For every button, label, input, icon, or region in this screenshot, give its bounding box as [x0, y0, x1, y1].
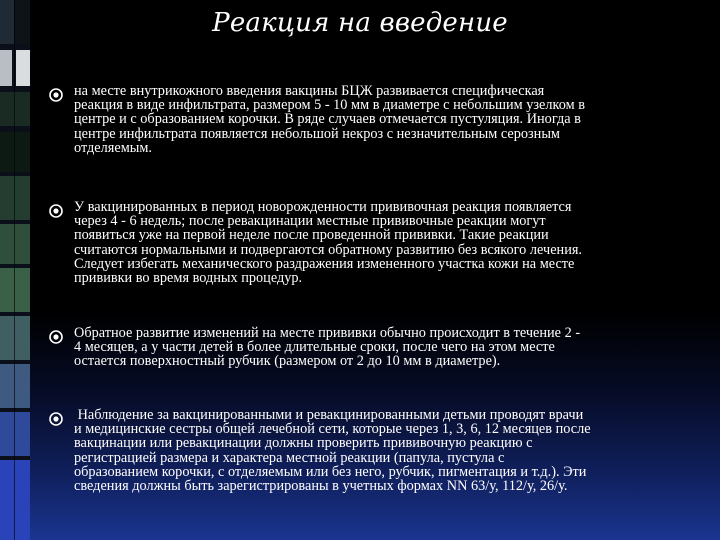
text-line: на месте внутрикожного введения вакцины БЦЖ развивается специфическая — [74, 83, 545, 99]
text-line: сведения должны быть зарегистрированы в учетных формах NN 63/у, 112/у, 26/у. — [74, 478, 568, 495]
text-line: появиться уже на первой неделе после проведенной прививки. Такие реакции — [74, 227, 549, 244]
bullet-text-3 — [74, 326, 690, 369]
left-decorative-bar — [0, 0, 30, 540]
text-line: остается поверхностный рубчик (размером от 2 до 10 мм в диаметре). — [74, 353, 501, 370]
text-line: через 4 - 6 недель; после ревакцинации местные прививочные реакции могут — [74, 213, 546, 230]
bullet-text-1 — [74, 84, 690, 155]
text-line: Обратное развитие изменений на месте прививки обычно происходит в течение 2 - — [74, 325, 581, 341]
text-line: и медицинские сестры общей лечебной сети, которые через 1, 3, 6, 12 месяцев после — [74, 421, 591, 438]
text-line: образованием корочки, с отделяемым или без него, рубчик, пигментация и т.д.). Эти — [74, 463, 587, 480]
slide-title: Реакция на введение — [212, 8, 508, 38]
bullet-circle-icon — [48, 411, 64, 427]
text-line: центре и с образованием корочки. В ряде случаев отмечается пустуляция. Иногда в — [74, 111, 581, 128]
text-line: реакция в виде инфильтрата, размером 5 - 10 мм в диаметре с небольшим узелком в — [74, 97, 586, 114]
text-line: вакцинации или ревакцинации должны проверить прививочную реакцию с — [74, 435, 533, 452]
text-line: прививки во время водных процедур. — [74, 270, 303, 287]
text-line: 4 месяцев, а у части детей в более длительные сроки, после чего на этом месте — [74, 339, 555, 356]
text-line: У вакцинированных в период новорожденности прививочная реакция появляется — [74, 199, 572, 215]
text-line: отделяемым. — [74, 139, 152, 156]
bullet-text-4 — [74, 408, 690, 493]
bullet-text-2 — [74, 200, 690, 285]
bullet-circle-icon — [48, 203, 64, 219]
text-line: считаются нормальными и подвергаются обратному развитию без всякого лечения. — [74, 241, 582, 258]
text-line: центре инфильтрата появляется небольшой некроз с незначительным серозным — [74, 125, 560, 142]
text-line: регистрацией размера и характера местной реакции (папула, пустула с — [74, 449, 505, 466]
bullet-circle-icon — [48, 87, 64, 103]
text-line: Наблюдение за вакцинированными и ревакцинированными детьми проводят врачи — [74, 407, 584, 423]
bullet-circle-icon — [48, 329, 64, 345]
text-line: Следует избегать механического раздражения измененного участка кожи на месте — [74, 255, 575, 272]
